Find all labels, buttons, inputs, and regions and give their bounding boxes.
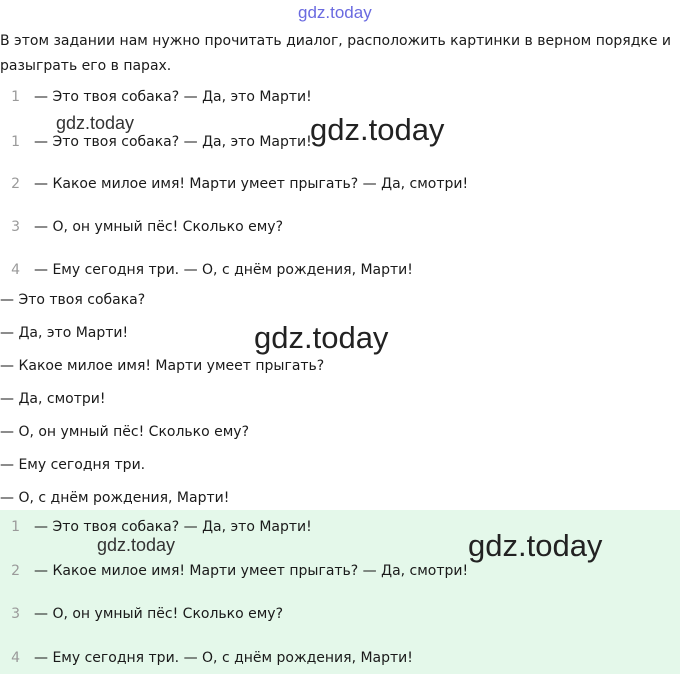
line-number: 4 bbox=[11, 262, 20, 278]
line-number: 1 bbox=[11, 519, 20, 535]
ordered-line bbox=[0, 131, 312, 153]
line-text: — Это твоя собака? — Да, это Марти! bbox=[34, 89, 312, 105]
line-number: 4 bbox=[11, 650, 20, 666]
line-number: 3 bbox=[11, 219, 20, 235]
line-number: 1 bbox=[11, 89, 20, 105]
line-text: — Это твоя собака? — Да, это Марти! bbox=[34, 134, 312, 150]
line-number: 2 bbox=[11, 176, 20, 192]
header-watermark: gdz.today bbox=[298, 3, 372, 22]
dialog-line: — Да, это Марти! bbox=[0, 325, 129, 341]
task-intro: В этом задании нам нужно прочитать диалог, расположить картинки в верном порядке и разыграть его в парах. bbox=[0, 33, 672, 74]
dialog-line: — О, с днём рождения, Марти! bbox=[0, 490, 230, 506]
answer-line bbox=[0, 603, 283, 625]
line-number: 1 bbox=[11, 134, 20, 150]
answer-line bbox=[0, 560, 468, 582]
line-text: — Ему сегодня три. — О, с днём рождения, Марти! bbox=[34, 650, 413, 666]
dialog-line: — О, он умный пёс! Сколько ему? bbox=[0, 424, 250, 440]
ordered-line bbox=[0, 173, 468, 195]
dialog-line: — Это твоя собака? bbox=[0, 292, 146, 308]
dialog-line: — Ему сегодня три. bbox=[0, 457, 146, 473]
line-text: — Какое милое имя! Марти умеет прыгать? — Да, смотри! bbox=[34, 563, 469, 579]
ordered-line bbox=[0, 216, 283, 238]
ordered-line bbox=[0, 259, 413, 281]
line-text: — О, он умный пёс! Сколько ему? bbox=[34, 219, 284, 235]
watermark-large: gdz.today bbox=[310, 112, 445, 147]
line-number: 2 bbox=[11, 563, 20, 579]
watermark-small: gdz.today bbox=[97, 535, 176, 555]
answer-line bbox=[0, 647, 413, 669]
dialog-line: — Какое милое имя! Марти умеет прыгать? bbox=[0, 358, 325, 374]
line-text: — Это твоя собака? — Да, это Марти! bbox=[34, 519, 312, 535]
line-text: — О, он умный пёс! Сколько ему? bbox=[34, 606, 284, 622]
watermark-large: gdz.today bbox=[254, 320, 389, 355]
line-text: — Какое милое имя! Марти умеет прыгать? — Да, смотри! bbox=[34, 176, 469, 192]
ordered-line bbox=[0, 86, 312, 108]
dialog-line: — Да, смотри! bbox=[0, 391, 106, 407]
watermark-large: gdz.today bbox=[468, 528, 603, 563]
watermark-small: gdz.today bbox=[56, 113, 135, 133]
line-text: — Ему сегодня три. — О, с днём рождения, Марти! bbox=[34, 262, 413, 278]
line-number: 3 bbox=[11, 606, 20, 622]
